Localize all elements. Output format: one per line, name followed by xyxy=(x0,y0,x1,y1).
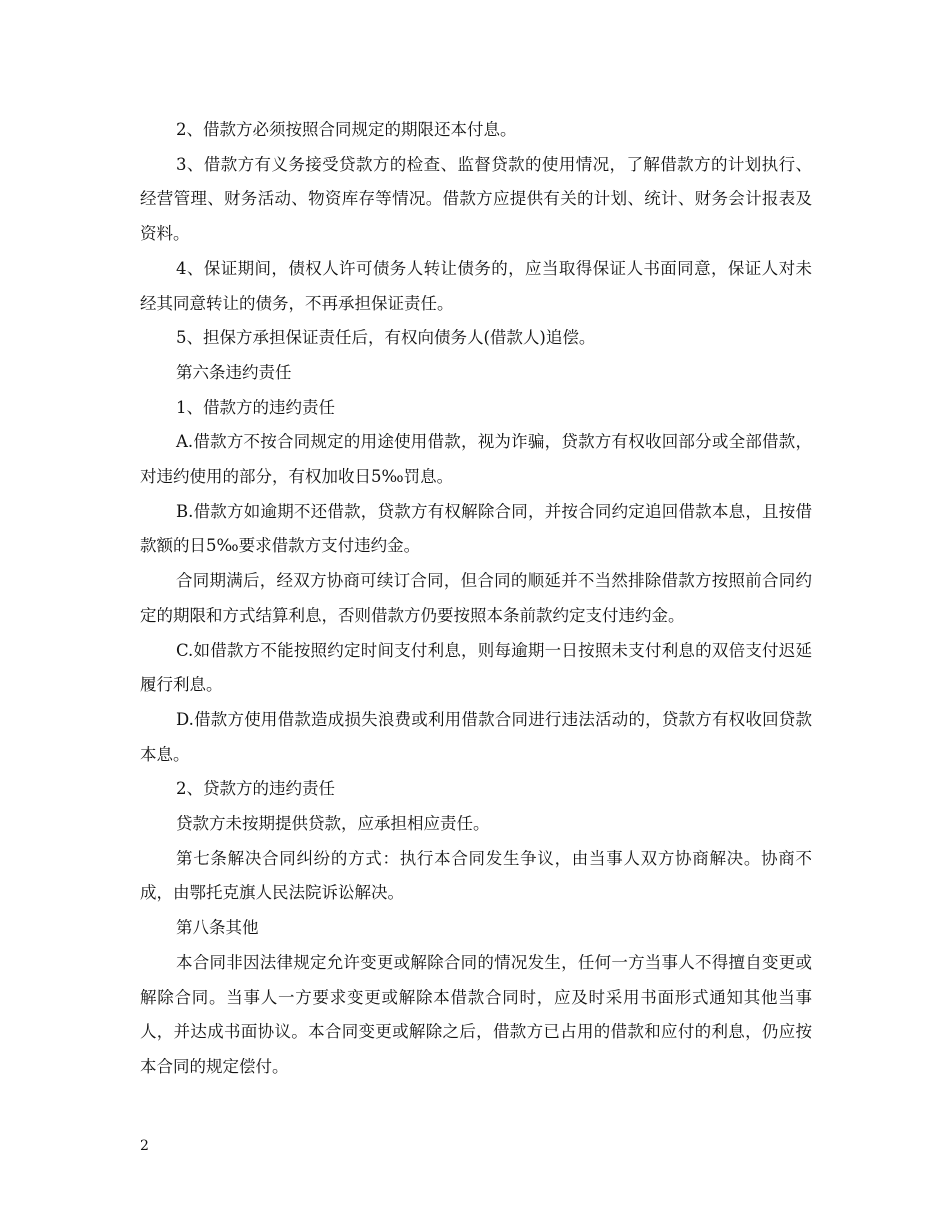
paragraph: 2、借款方必须按照合同规定的期限还本付息。 xyxy=(176,120,517,139)
paragraph: 贷款方未按期提供贷款，应承担相应责任。 xyxy=(176,814,490,834)
paragraph: D.借款方使用借款造成损失浪费或利用借款合同进行违法活动的，贷款方有权收回贷款本息。 xyxy=(140,709,812,764)
section-heading: 第六条违约责任 xyxy=(176,362,292,382)
page-number: 2 xyxy=(140,1138,149,1154)
subsection-heading: 2、贷款方的违约责任 xyxy=(176,779,335,799)
paragraph: 3、借款方有义务接受贷款方的检查、监督贷款的使用情况，了解借款方的计划执行、经营管理、财务活动、物资库存等情况。借款方应提供有关的计划、统计、财务会计报表及资料。 xyxy=(140,154,812,244)
document-body xyxy=(140,113,812,1085)
paragraph: C.如借款方不能按照约定时间支付利息，则每逾期一日按照未支付利息的双倍支付迟延履行利息。 xyxy=(140,640,812,695)
paragraph: B.借款方如逾期不还借款，贷款方有权解除合同，并按合同约定追回借款本息，且按借款额的日5‰要求借款方支付违约金。 xyxy=(140,501,812,556)
paragraph: 4、保证期间，债权人许可债务人转让债务的，应当取得保证人书面同意，保证人对未经其同意转让的债务，不再承担保证责任。 xyxy=(140,258,812,313)
subsection-heading: 1、借款方的违约责任 xyxy=(176,397,335,417)
paragraph: 合同期满后，经双方协商可续订合同，但合同的顺延并不当然排除借款方按照前合同约定的期限和方式结算利息，否则借款方仍要按照本条前款约定支付违约金。 xyxy=(140,571,812,625)
paragraph: A.借款方不按合同规定的用途使用借款，视为诈骗，贷款方有权收回部分或全部借款，对违约使用的部分，有权加收日5‰罚息。 xyxy=(140,432,812,487)
paragraph: 5、担保方承担保证责任后，有权向债务人(借款人)追偿。 xyxy=(176,328,596,348)
paragraph: 第七条解决合同纠纷的方式：执行本合同发生争议，由当事人双方协商解决。协商不成，由鄂托克旗人民法院诉讼解决。 xyxy=(140,848,812,903)
section-heading: 第八条其他 xyxy=(176,918,259,938)
paragraph: 本合同非因法律规定允许变更或解除合同的情况发生，任何一方当事人不得擅自变更或解除合同。当事人一方要求变更或解除本借款合同时，应及时采用书面形式通知其他当事人，并达成书面协议。本合同变更或解除之后，借款方已占用的借款和应付的利息，仍应按本合同的规定偿付。 xyxy=(140,952,812,1076)
